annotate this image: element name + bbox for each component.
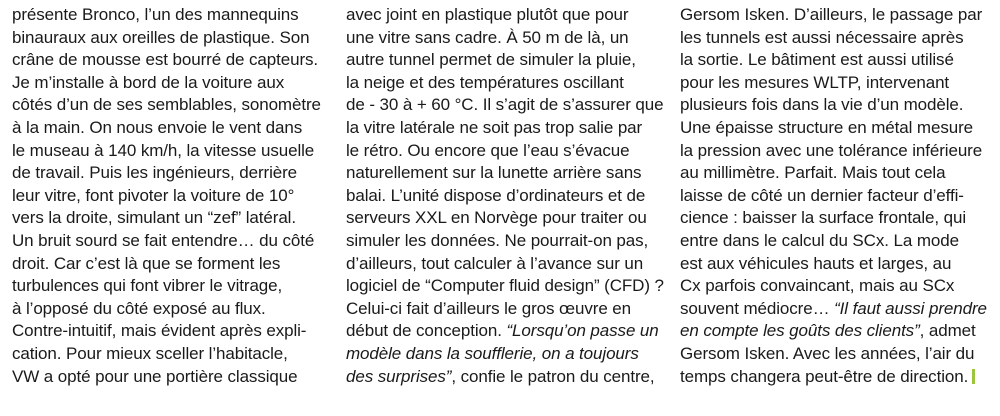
body-text: début de conception.	[346, 321, 507, 341]
body-text: logiciel de “Computer fluid design” (CFD) ?	[346, 276, 664, 296]
body-text: temps changera peut-être de direction.	[680, 366, 969, 386]
text-line	[346, 49, 651, 72]
text-line	[12, 366, 317, 389]
text-line	[680, 343, 985, 366]
body-text: à la main. On nous envoie le vent dans	[12, 117, 303, 137]
body-text: souvent médiocre…	[680, 298, 835, 318]
body-text: vers la droite, simulant un “zef” latéral.	[12, 208, 296, 228]
body-text: cation. Pour mieux sceller l’habitacle,	[12, 343, 288, 363]
body-text: le museau à 140 km/h, la vitesse usuelle	[12, 140, 315, 160]
body-text: leur vitre, font pivoter la voiture de 10°	[12, 185, 295, 205]
text-line	[680, 27, 985, 50]
text-line	[346, 320, 659, 343]
text-line	[680, 185, 985, 208]
text-line	[12, 27, 317, 50]
text-line	[346, 162, 651, 185]
text-line	[346, 207, 651, 230]
text-line	[12, 94, 321, 117]
text-line	[12, 49, 317, 72]
body-text: entre dans le calcul du SCx. La mode	[680, 230, 959, 250]
body-text: la pression avec une tolérance inférieure	[680, 140, 983, 160]
text-line	[12, 275, 317, 298]
body-text: plusieurs fois dans la vie d’un modèle.	[680, 95, 964, 115]
text-line	[680, 230, 985, 253]
text-line	[346, 4, 651, 27]
body-text: une vitre sans cadre. À 50 m de là, un	[346, 27, 629, 47]
text-line	[346, 140, 651, 163]
body-text: de travail. Puis les ingénieurs, derrière	[12, 163, 298, 183]
body-text: le rétro. Ou encore que l’eau s’évacue	[346, 140, 630, 160]
body-text: droit. Car c’est là que se forment les	[12, 253, 281, 273]
text-line	[346, 72, 651, 95]
body-text: Cx parfois convaincant, mais au SCx	[680, 276, 955, 296]
article-column-3	[680, 4, 985, 388]
text-line	[346, 94, 664, 117]
body-text: serveurs XXL en Norvège pour traiter ou	[346, 208, 647, 228]
body-text: autre tunnel permet de simuler la pluie,	[346, 50, 636, 70]
text-line	[12, 230, 317, 253]
text-line	[680, 275, 985, 298]
body-text: , confie le patron du centre,	[451, 366, 655, 386]
text-line	[346, 230, 651, 253]
body-text: Contre-intuitif, mais évident après expli-	[12, 321, 307, 341]
body-text: présente Bronco, l’un des mannequins	[12, 5, 299, 24]
body-text: la sortie. Le bâtiment est aussi utilisé	[680, 50, 954, 70]
body-text: turbulences qui font vibrer le vitrage,	[12, 276, 283, 296]
body-text: Une épaisse structure en métal mesure	[680, 117, 973, 137]
text-line	[12, 185, 317, 208]
article-column-2	[346, 4, 664, 388]
body-text: balai. L’unité dispose d’ordinateurs et de	[346, 185, 646, 205]
body-text: VW a opté pour une portière classique	[12, 366, 298, 386]
text-line	[680, 162, 985, 185]
text-line	[12, 320, 317, 343]
body-text: binauraux aux oreilles de plastique. Son	[12, 27, 310, 47]
body-text: simuler les données. Ne pourrait-on pas,	[346, 230, 649, 250]
body-text: est aux véhicules hauts et larges, au	[680, 253, 952, 273]
body-text: Gersom Isken. D’ailleurs, le passage par	[680, 5, 983, 24]
text-line	[346, 298, 651, 321]
body-text: Un bruit sourd se fait entendre… du côté	[12, 230, 315, 250]
body-text: naturellement sur la lunette arrière sans	[346, 163, 642, 183]
text-line	[346, 343, 651, 366]
text-line	[12, 162, 317, 185]
quote-text: “Lorsqu’on passe un	[506, 321, 659, 341]
text-line	[680, 49, 985, 72]
text-line	[12, 140, 317, 163]
text-line	[12, 343, 317, 366]
text-line	[12, 298, 317, 321]
body-text: d’ailleurs, tout calculer à l’avance sur un	[346, 253, 644, 273]
body-text: , admet	[919, 321, 976, 341]
quote-text: “Il faut aussi prendre	[834, 298, 987, 318]
body-text: au millimètre. Parfait. Mais tout cela	[680, 163, 946, 183]
end-of-article-mark	[972, 369, 975, 384]
text-line	[346, 185, 651, 208]
text-line	[12, 117, 317, 140]
text-line	[346, 117, 651, 140]
text-line	[346, 366, 655, 389]
body-text: Celui-ci fait d’ailleurs le gros œuvre en	[346, 298, 632, 318]
body-text: crâne de mousse est bourré de capteurs.	[12, 50, 319, 70]
text-line	[680, 366, 985, 389]
quote-text: des surprises”	[346, 366, 452, 386]
text-line	[12, 253, 317, 276]
text-line	[346, 27, 651, 50]
text-line	[680, 94, 985, 117]
text-line	[680, 117, 985, 140]
body-text: côtés d’un de ses semblables, sonomètre	[12, 95, 321, 115]
body-text: de - 30 à + 60 °C. Il s’agit de s’assurer que	[346, 95, 664, 115]
text-line	[346, 253, 651, 276]
body-text: à l’opposé du côté exposé au flux.	[12, 298, 266, 318]
body-text: Gersom Isken. Avec les années, l’air du	[680, 343, 975, 363]
text-line	[680, 4, 985, 27]
text-line	[12, 72, 317, 95]
text-line	[680, 72, 985, 95]
article-column-1	[12, 4, 321, 388]
body-text: laisse de côté un dernier facteur d’effi-	[680, 185, 964, 205]
body-text: Je m’installe à bord de la voiture aux	[12, 72, 285, 92]
text-line	[680, 140, 985, 163]
body-text: la vitre latérale ne soit pas trop salie par	[346, 117, 643, 137]
text-line	[680, 320, 985, 343]
body-text: avec joint en plastique plutôt que pour	[346, 5, 629, 24]
text-line	[680, 298, 985, 321]
text-line	[680, 207, 985, 230]
quote-text: modèle dans la soufflerie, on a toujours	[346, 343, 639, 363]
body-text: les tunnels est aussi nécessaire après	[680, 27, 964, 47]
text-line	[346, 275, 664, 298]
body-text: la neige et des températures oscillant	[346, 72, 624, 92]
text-line	[680, 253, 985, 276]
text-line	[12, 4, 317, 27]
text-line	[12, 207, 317, 230]
quote-text: en compte les goûts des clients”	[680, 321, 920, 341]
body-text: cience : baisser la surface frontale, qui	[680, 208, 966, 228]
body-text: pour les mesures WLTP, intervenant	[680, 72, 950, 92]
